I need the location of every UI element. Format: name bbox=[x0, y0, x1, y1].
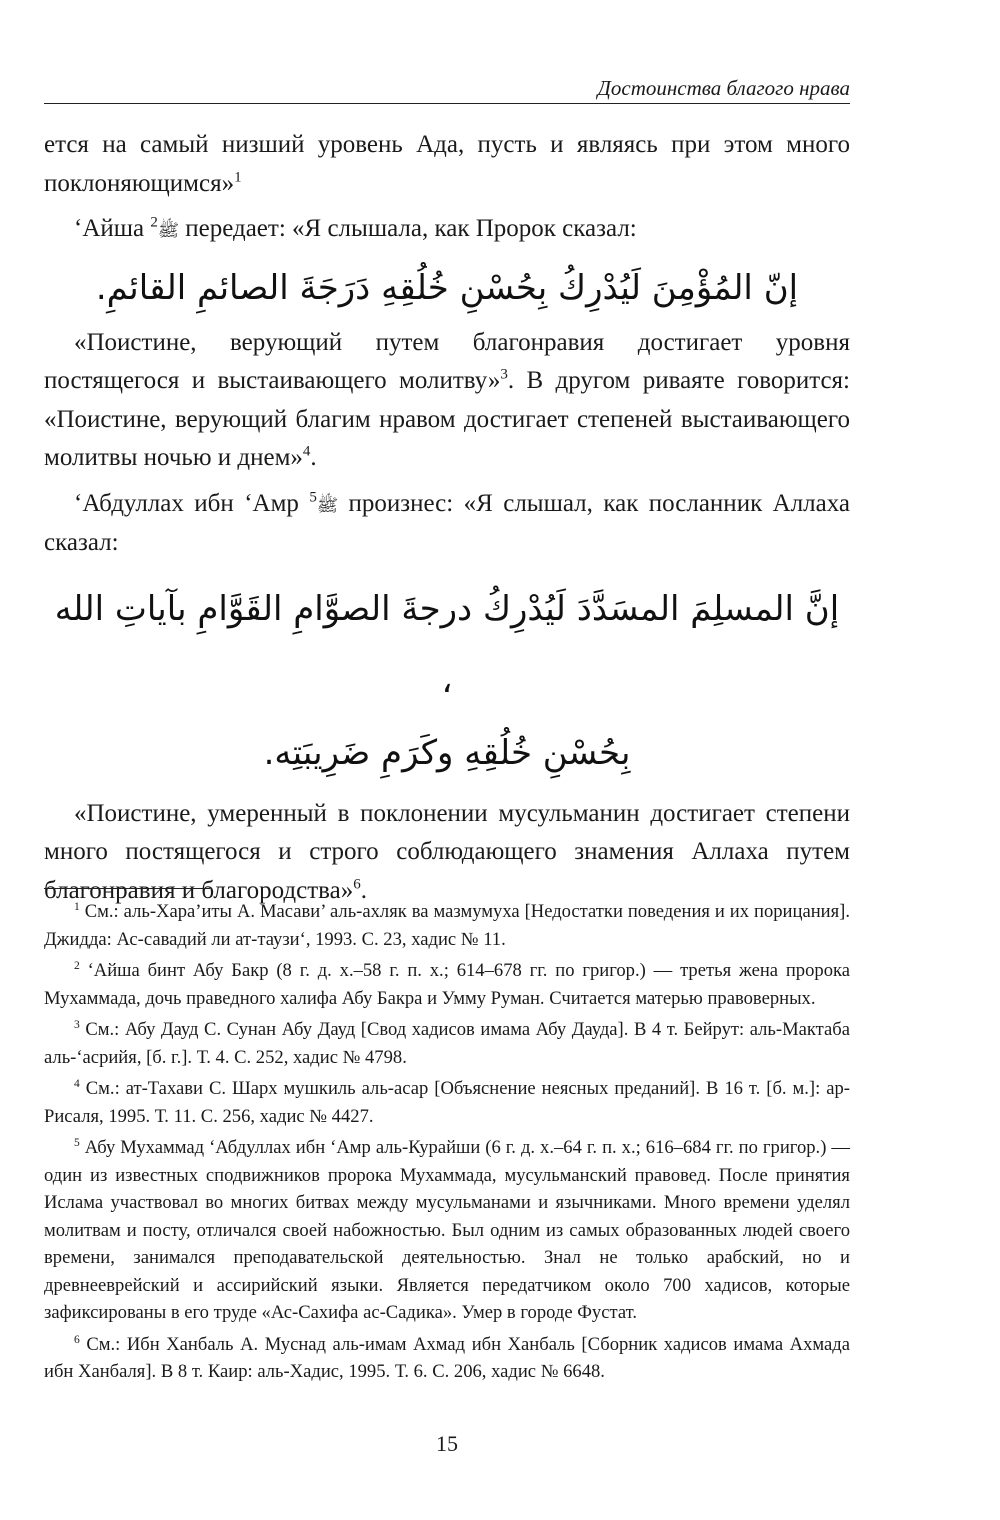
footnote-ref-6[interactable]: 6 bbox=[353, 876, 361, 893]
header-rule bbox=[44, 103, 850, 104]
footnote-number: 2 bbox=[74, 959, 80, 972]
paragraph-3-a: «Поистине, верующий путем благонравия достигает уровня постящегося и выстаивающего молитву» bbox=[44, 328, 850, 395]
footnote-number: 4 bbox=[74, 1077, 80, 1090]
footnote-3 bbox=[44, 1016, 850, 1071]
footnote-text: ‘Айша бинт Абу Бакр (8 г. д. х.–58 г. п. х.; 614–678 гг. по григор.) — третья жена пророка Мухаммада, дочь праведного халифа Абу Бакра и Умму Руман. Считается матерью правоверных. bbox=[44, 960, 850, 1009]
paragraph-3 bbox=[44, 324, 850, 478]
footnote-6 bbox=[44, 1331, 850, 1386]
paragraph-4 bbox=[44, 485, 850, 563]
paragraph-1-text: ется на самый низший уровень Ада, пусть и являясь при этом много поклоняющимся» bbox=[44, 131, 850, 197]
footnote-ref-4[interactable]: 4 bbox=[302, 443, 311, 460]
footnote-number: 1 bbox=[74, 900, 80, 913]
paragraph-5-text: «Поистине, умеренный в поклонении мусульманин достигает степени много постящегося и строго соблюдающего знамения Аллаха путем благонравия и благородства» bbox=[44, 799, 850, 904]
footnote-number: 5 bbox=[74, 1136, 80, 1149]
footnote-5 bbox=[44, 1134, 850, 1327]
paragraph-2 bbox=[44, 210, 850, 250]
footnote-2 bbox=[44, 957, 850, 1012]
footnote-4 bbox=[44, 1075, 850, 1130]
main-text bbox=[44, 126, 850, 910]
honorific-glyph-2: ﷺ bbox=[316, 494, 338, 515]
paragraph-3-c: . bbox=[310, 444, 317, 472]
paragraph-1 bbox=[44, 126, 850, 203]
footnote-ref-5[interactable]: 5 bbox=[309, 489, 317, 506]
footnote-ref-3[interactable]: 3 bbox=[500, 366, 508, 383]
footnote-text: См.: ат-Тахави С. Шарх мушкиль аль-асар [Объяснение неясных преданий]. В 16 т. [б. м.]: ар-Рисаля, 1995. Т. 11. С. 256, хадис № 4427. bbox=[44, 1078, 851, 1127]
footnote-text: См.: Абу Дауд С. Сунан Абу Дауд [Свод хадисов имама Абу Дауда]. В 4 т. Бейрут: аль-Мактаба аль-‘асрийя, [б. г.]. Т. 4. С. 252, хадис № 4798. bbox=[44, 1019, 850, 1068]
paragraph-4-pre: ‘Абдуллах ибн ‘Амр bbox=[74, 489, 299, 517]
paragraph-2-pre: ‘Айша bbox=[74, 215, 145, 242]
paragraph-3-b: . В другом риваяте говорится: «Поистине, верующий благим нравом достигает степеней выстаивающего молитвы ночью и днем» bbox=[44, 367, 850, 472]
paragraph-4-post: произнес: «Я слышал, как посланник Аллаха сказал: bbox=[44, 489, 851, 557]
footnote-text: См.: аль-Хара’иты А. Масави’ аль-ахляк ва мазмумуха [Недостатки поведения и их порицания]. Джидда: Ас-савадий ли ат-таузи‘, 1993. С. 23, хадис № 11. bbox=[44, 901, 850, 950]
footnotes bbox=[44, 898, 850, 1390]
page-number: 15 bbox=[436, 1431, 458, 1456]
running-title: Достоинства благого нрава bbox=[597, 76, 850, 100]
arabic-hadith-2-line-2: بِحُسْنِ خُلُقِهِ وكَرَمِ ضَرِيبَتِه. bbox=[263, 732, 631, 773]
arabic-hadith-2-line-1: إنَّ المسلِمَ المسَدَّدَ لَيُدْرِكُ درجةَ الصوَّامِ القَوَّامِ بآياتِ الله ، bbox=[54, 588, 840, 701]
footnote-text: См.: Ибн Ханбаль А. Муснад аль-имам Ахмад ибн Ханбаль [Сборник хадисов имама Ахмада ибн Ханбаля]. В 8 т. Каир: аль-Хадис, 1995. Т. 6. С. 206, хадис № 6648. bbox=[44, 1333, 851, 1382]
honorific-glyph-1: ﷺ bbox=[157, 220, 179, 241]
paragraph-5 bbox=[44, 795, 850, 911]
footnote-text: Абу Мухаммад ‘Абдуллах ибн ‘Амр аль-Курайши (6 г. д. х.–64 г. п. х.; 616–684 гг. по григор.) — один из известных сподвижников пророка Мухаммада, мусульманский правовед. После принятия Ислама участвовал во многих битвах между мусульманами и язычниками. Много времени уделял молитвам и посту, отличался своей набожностью. Был одним из самых образованных людей своего времени, занимался преподавательской деятельностью. Знал не только арабский, но и древнееврейский и ассирийский языки. Является передатчиком около 700 хадисов, которые зафиксированы в его труде «Ас-Сахифа ас-Садика». Умер в городе Фустат. bbox=[44, 1137, 850, 1323]
footnote-1 bbox=[44, 898, 850, 953]
footnote-number: 6 bbox=[74, 1333, 80, 1346]
footnote-number: 3 bbox=[74, 1018, 80, 1031]
paragraph-5-end: . bbox=[360, 876, 367, 904]
footnote-ref-2[interactable]: 2 bbox=[150, 214, 158, 231]
footnote-ref-1[interactable]: 1 bbox=[234, 169, 242, 186]
footnote-separator bbox=[44, 888, 210, 889]
arabic-hadith-1: إنّ المُؤْمِنَ لَيُدْرِكُ بِحُسْنِ خُلُقِهِ دَرَجَةَ الصائمِ القائمِ. bbox=[95, 267, 799, 308]
paragraph-2-post: передает: «Я слышала, как Пророк сказал: bbox=[185, 215, 637, 242]
arabic-hadith-2 bbox=[44, 573, 850, 789]
